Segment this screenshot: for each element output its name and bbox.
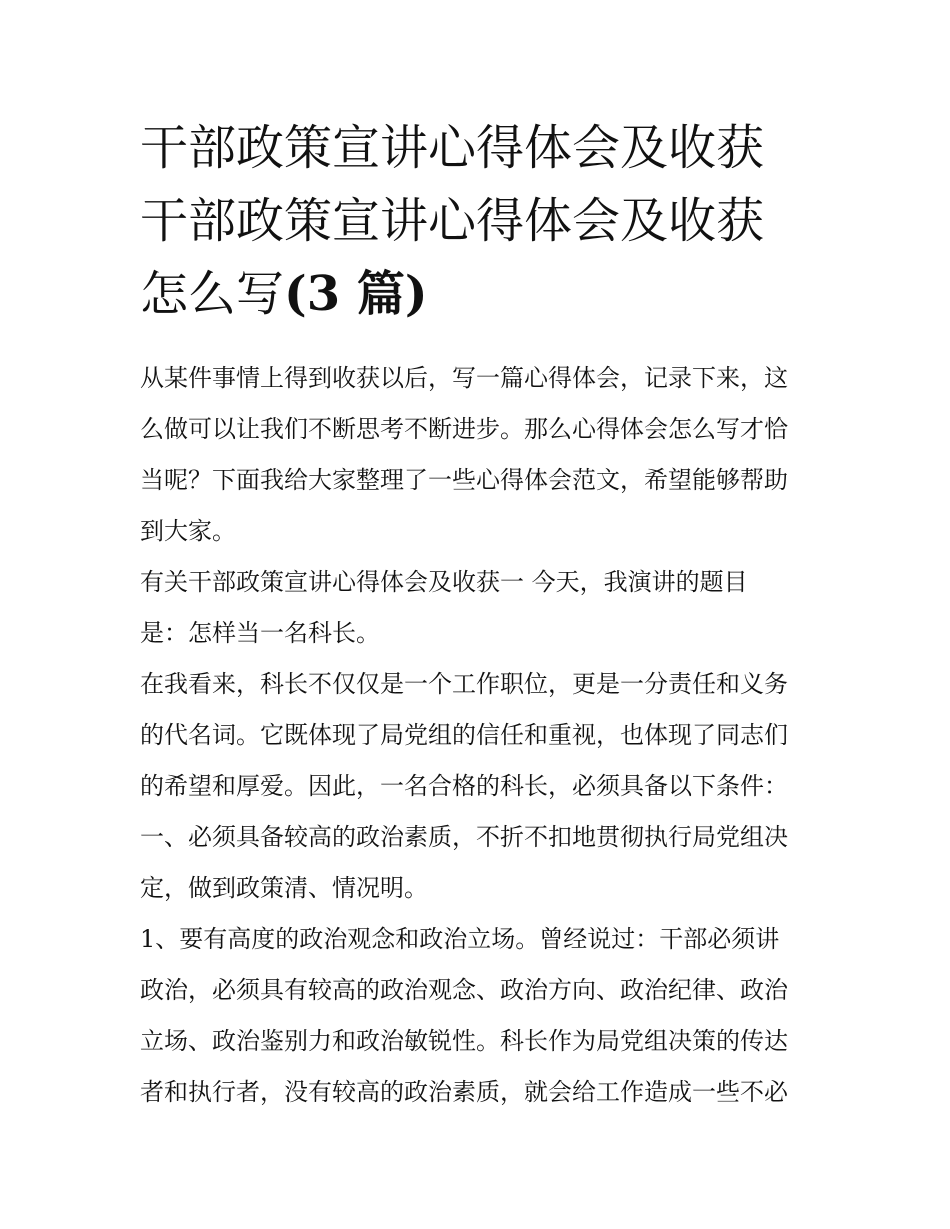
title-line <box>140 258 840 331</box>
text-line: 定，做到政策清、情况明。 <box>140 874 428 902</box>
paragraph-speech-topic <box>140 557 815 659</box>
text-line: 有关干部政策宣讲心得体会及收获一 今天，我演讲的题目 <box>140 568 748 596</box>
title-line: 干部政策宣讲心得体会及收获 <box>140 120 765 176</box>
text-line: 从某件事情上得到收获以后，写一篇心得体会，记录下来，这 <box>140 364 788 392</box>
text-line: 么做可以让我们不断思考不断进步。那么心得体会怎么写才恰 <box>140 415 788 443</box>
text-line: 的希望和厚爱。因此，一名合格的科长，必须具备以下条件： <box>140 772 788 800</box>
paragraph-section-one <box>140 812 815 914</box>
text-line: 政治，必须具有较高的政治观念、政治方向、政治纪律、政治 <box>140 976 788 1004</box>
text-line: 1、要有高度的政治观念和政治立场。曾经说过：干部必须讲 <box>140 925 780 953</box>
text-line: 到大家。 <box>140 517 236 545</box>
paragraph-intro <box>140 353 815 557</box>
title-line: 干部政策宣讲心得体会及收获 <box>140 193 765 249</box>
text-line: 的代名词。它既体现了局党组的信任和重视，也体现了同志们 <box>140 721 788 749</box>
paragraph-role-meaning <box>140 659 815 812</box>
text-line: 一、必须具备较高的政治素质，不折不扣地贯彻执行局党组决 <box>140 823 788 851</box>
document-title <box>140 112 840 331</box>
title-count: (3 篇) <box>284 266 428 322</box>
text-line: 者和执行者，没有较高的政治素质，就会给工作造成一些不必 <box>140 1078 788 1106</box>
text-line: 是：怎样当一名科长。 <box>140 619 380 647</box>
text-line: 当呢？下面我给大家整理了一些心得体会范文，希望能够帮助 <box>140 466 788 494</box>
text-line: 在我看来，科长不仅仅是一个工作职位，更是一分责任和义务 <box>140 670 788 698</box>
title-line-text: 怎么写 <box>140 266 285 322</box>
text-line: 立场、政治鉴别力和政治敏锐性。科长作为局党组决策的传达 <box>140 1027 788 1055</box>
paragraph-point-one <box>140 914 815 1118</box>
document-body <box>140 353 815 1118</box>
